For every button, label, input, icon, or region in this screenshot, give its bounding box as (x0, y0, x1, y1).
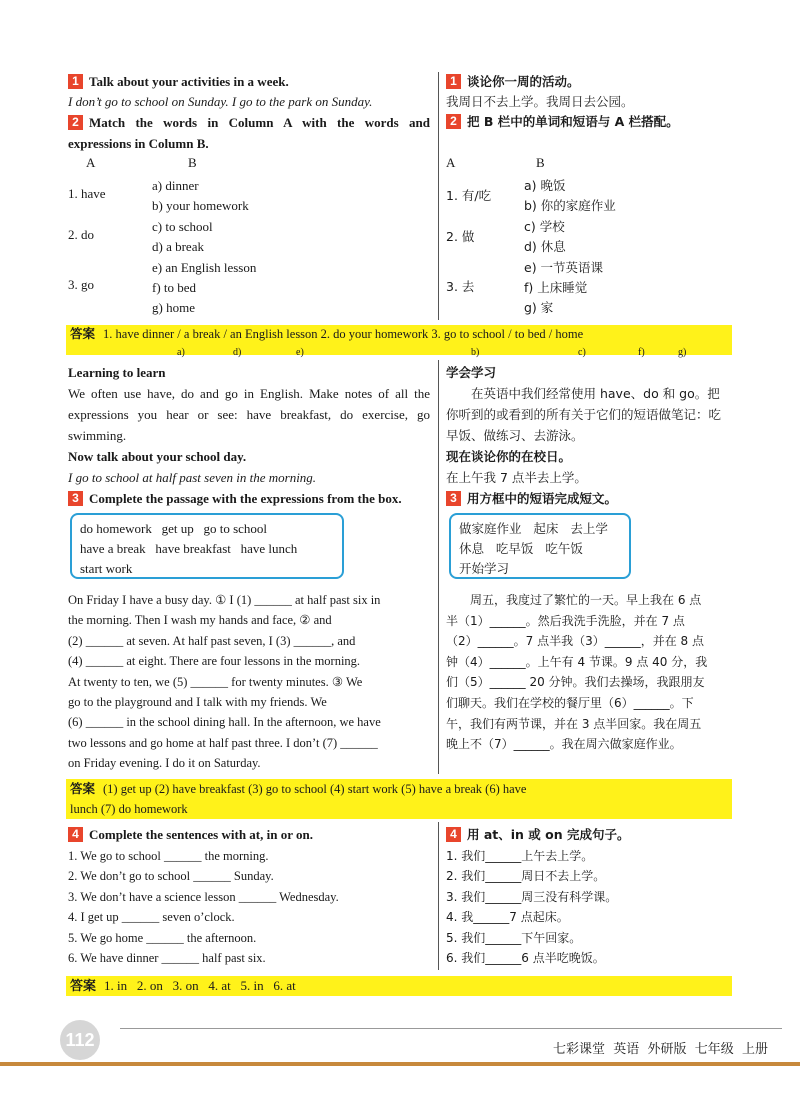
section-number: 3 (446, 491, 461, 506)
section-title: 谈论你一周的活动。 (467, 74, 580, 89)
section-4-zh (446, 825, 732, 969)
section-number: 3 (68, 491, 83, 506)
box-line: do homework get up go to school (80, 521, 268, 536)
column-b-header: B (188, 155, 197, 170)
learning-section-zh (446, 362, 732, 509)
section-title: Match the words in Column A with the words and expressions in Column B. (68, 115, 430, 151)
answer-text: 1. in 2. on 3. on 4. at 5. in 6. at (104, 978, 296, 993)
passage-line: 晚上不（7）______。我在周六做家庭作业。 (446, 737, 682, 752)
answer-text: lunch (7) do homework (70, 802, 188, 816)
box-line: 开始学习 (459, 561, 510, 576)
exercise-item: 4. 我______7 点起床。 (446, 910, 569, 924)
exercise-item: 2. 我们______周日不去上学。 (446, 869, 606, 883)
footer-rule (120, 1028, 782, 1029)
passage-line: 半（1）______。然后我洗手洗脸，并在 7 点 (446, 613, 685, 628)
column-a-header: A (86, 155, 96, 170)
passage-line: 们（5）______ 20 分钟。我们去操场，我跟朋友 (446, 675, 705, 690)
answer-sub: e) (296, 347, 304, 358)
answer-box-3 (66, 779, 732, 819)
passage-line: （2）______。7 点半我（3）______，并在 8 点 (446, 634, 704, 649)
section-number: 4 (68, 827, 83, 842)
match-a-item: 2. 做 (446, 229, 475, 244)
example-sentence: I don’t go to school on Sunday. I go to the park on Sunday. (68, 94, 373, 109)
section-title: Talk about your activities in a week. (89, 74, 289, 89)
book-title: 七彩课堂 英语 外研版 七年级 上册 (552, 1042, 768, 1057)
box-line: 休息 吃早饭 吃午饭 (459, 541, 583, 556)
match-a-item: 3. 去 (446, 279, 475, 294)
talk-title: Now talk about your school day. (68, 449, 247, 464)
column-divider-top (438, 72, 439, 320)
section-title: Complete the sentences with at, in or on. (89, 827, 313, 842)
box-line: have a break have breakfast have lunch (80, 541, 298, 556)
learning-body: We often use have, do and go in English. Make notes of all the expressions you hear or see: have breakfast, do exercise, go swimming. (68, 386, 430, 443)
answer-sub: f) (638, 347, 645, 358)
expression-box-zh (449, 513, 631, 579)
learning-title: 学会学习 (446, 365, 497, 380)
passage-en (68, 590, 430, 774)
learning-title: Learning to learn (68, 365, 166, 380)
exercise-item: 2. We don’t go to school ______ Sunday. (68, 869, 274, 883)
learning-body: 在英语中我们经常使用 have、do 和 go。把你听到的或看到的所有关于它们的短语做笔记：吃早饭、做练习、去游泳。 (446, 386, 722, 443)
section-title: 用方框中的短语完成短文。 (467, 491, 618, 506)
column-b-header: B (536, 155, 545, 170)
match-a-item: 3. go (68, 277, 94, 292)
exercise-item: 3. 我们______周三没有科学课。 (446, 889, 618, 904)
passage-line: 午，我们有两节课，并在 3 点半回家。我在周五 (446, 716, 702, 731)
answer-sub: c) (578, 347, 586, 358)
exercise-item: 5. 我们______下午回家。 (446, 930, 582, 945)
section-number: 1 (446, 74, 461, 89)
exercise-item: 1. We go to school ______ the morning. (68, 848, 269, 863)
match-b-item: e) 一节英语课 (524, 259, 604, 275)
example-sentence: 我周日不去上学。我周日去公园。 (446, 94, 634, 109)
answer-text: (1) get up (2) have breakfast (3) go to school (4) start work (5) have a break (6) have (103, 782, 527, 796)
passage-line: At twenty to ten, we (5) ______ for twenty minutes. ③ We (68, 674, 363, 689)
passage-line: (2) ______ at seven. At half past seven, I (3) ______, and (68, 633, 356, 648)
passage-line: On Friday I have a busy day. ① I (1) ______ at half past six in (68, 593, 381, 607)
section-title: Complete the passage with the expressions from the box. (89, 491, 402, 506)
match-b-item: c) 学校 (524, 218, 565, 234)
passage-line: go to the playground and I talk with my friends. We (68, 695, 327, 710)
answer-label: 答案 (70, 326, 96, 341)
match-b-list (524, 176, 616, 319)
footer-bar (0, 1062, 800, 1066)
section-number: 1 (68, 74, 83, 89)
section-title: 用 at、in 或 on 完成句子。 (467, 827, 630, 842)
answer-sub: g) (678, 347, 687, 358)
match-b-item: g) 家 (524, 300, 554, 316)
exercise-item: 5. We go home ______ the afternoon. (68, 930, 257, 945)
section-number: 2 (446, 114, 461, 129)
match-b-item: d) 休息 (524, 239, 566, 255)
match-b-item: b) your homework (152, 198, 249, 214)
answer-sub: a) (177, 347, 185, 358)
passage-line: 们聊天。我们在学校的餐厅里（6）______。下 (446, 695, 694, 710)
section-1-zh (446, 72, 732, 132)
section-number: 4 (446, 827, 461, 842)
match-b-item: e) an English lesson (152, 259, 257, 275)
section-4-en (68, 825, 430, 969)
answer-label: 答案 (70, 781, 96, 796)
exercise-item: 4. I get up ______ seven o’clock. (68, 910, 235, 924)
answer-box-1 (66, 325, 732, 358)
talk-title: 现在谈论你的在校日。 (446, 449, 572, 464)
page-number: 112 (60, 1020, 100, 1060)
passage-zh (446, 590, 732, 755)
section-title: 把 B 栏中的单词和短语与 A 栏搭配。 (467, 114, 679, 129)
match-b-item: b) 你的家庭作业 (524, 198, 616, 214)
exercise-item: 3. We don’t have a science lesson ______ Wednesday. (68, 889, 339, 904)
match-a-item: 1. have (68, 186, 106, 201)
talk-example: I go to school at half past seven in the morning. (68, 470, 317, 485)
match-b-item: c) to school (152, 218, 213, 234)
match-b-item: f) to bed (152, 280, 197, 296)
passage-line: two lessons and go home at half past three. I don’t (7) ______ (68, 735, 378, 750)
box-line: 做家庭作业 起床 去上学 (459, 521, 608, 536)
exercise-item: 6. 我们______6 点半吃晚饭。 (446, 951, 605, 965)
answer-box-4 (66, 976, 732, 996)
passage-line: on Friday evening. I do it on Saturday. (68, 756, 261, 771)
match-b-item: a) dinner (152, 178, 199, 193)
talk-example: 在上午我 7 点半去上学。 (446, 470, 587, 485)
expression-box-en (70, 513, 344, 579)
passage-line: (4) ______ at eight. There are four lessons in the morning. (68, 654, 361, 669)
answer-text: 1. have dinner / a break / an English lesson 2. do your homework 3. go to school / to bed / home (103, 327, 584, 341)
passage-line: 钟（4）______。上午有 4 节课。9 点 40 分，我 (446, 654, 708, 669)
column-a-header: A (446, 155, 456, 170)
passage-line: (6) ______ in the school dining hall. In the afternoon, we have (68, 715, 381, 730)
exercise-item: 1. 我们______上午去上学。 (446, 848, 594, 863)
match-b-list (152, 176, 256, 319)
exercise-item: 6. We have dinner ______ half past six. (68, 951, 266, 965)
answer-label: 答案 (70, 979, 97, 994)
column-divider-bottom (438, 822, 439, 970)
passage-line: 周五，我度过了繁忙的一天。早上我在 6 点 (470, 593, 702, 607)
match-a-item: 2. do (68, 227, 94, 242)
match-b-item: d) a break (152, 239, 204, 255)
learning-section-en (68, 362, 430, 509)
answer-sub: b) (471, 347, 480, 358)
match-b-item: g) home (152, 300, 195, 316)
section-1-en (68, 72, 430, 154)
match-b-item: f) 上床睡觉 (524, 280, 588, 296)
section-number: 2 (68, 115, 83, 130)
answer-sub: d) (233, 347, 242, 358)
box-line: start work (80, 561, 133, 576)
passage-line: the morning. Then I wash my hands and face, ② and (68, 613, 332, 628)
column-divider-middle (438, 360, 439, 774)
match-a-item: 1. 有/吃 (446, 188, 492, 203)
match-b-item: a) 晚饭 (524, 178, 566, 193)
